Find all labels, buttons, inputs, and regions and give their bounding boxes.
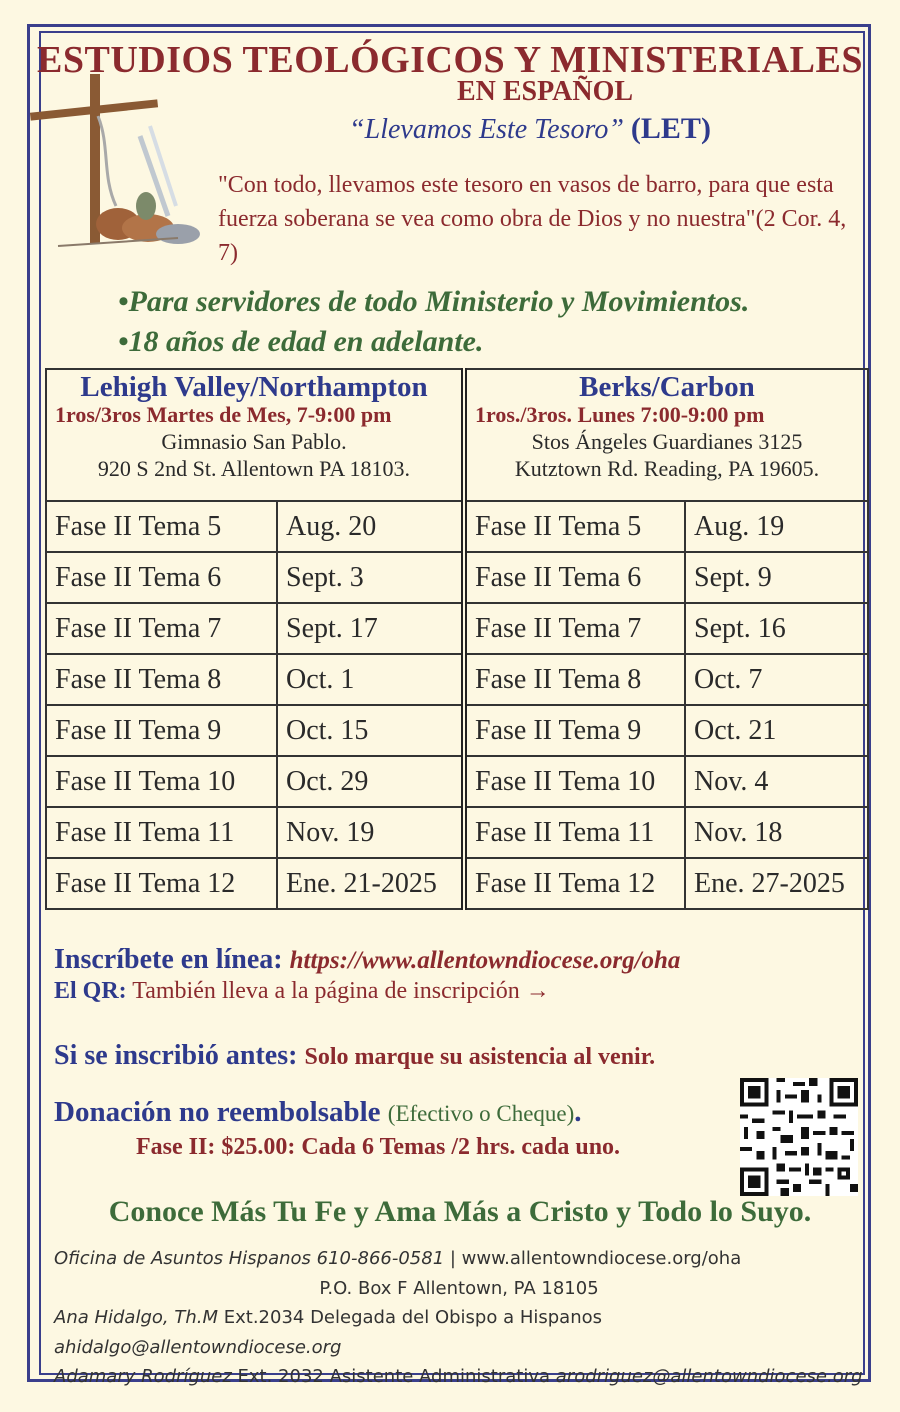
location-schedule: 1ros/3ros Martes de Mes, 7-9:00 pm xyxy=(55,402,392,427)
date-cell: Oct. 7 xyxy=(685,654,868,705)
registration-link[interactable]: https://www.allentowndiocese.org/oha xyxy=(289,947,681,974)
page-subtitle: EN ESPAÑOL xyxy=(456,76,634,107)
donation-method: (Efectivo o Cheque) xyxy=(387,1101,575,1126)
topic-cell: Fase II Tema 9 xyxy=(46,705,277,756)
table-row xyxy=(46,603,868,654)
topic-cell: Fase II Tema 11 xyxy=(464,807,685,858)
location-address: 920 S 2nd St. Allentown PA 18103. xyxy=(97,456,411,481)
location-header xyxy=(464,369,868,501)
contact-email[interactable]: ahidalgo@allentowndiocese.org xyxy=(54,1336,342,1358)
topic-cell: Fase II Tema 8 xyxy=(464,654,685,705)
date-cell: Sept. 17 xyxy=(277,603,464,654)
location-schedule: 1ros./3ros. Lunes 7:00-9:00 pm xyxy=(475,402,765,427)
topic-cell: Fase II Tema 5 xyxy=(46,501,277,552)
office-info: Oficina de Asuntos Hispanos 610-866-0581 xyxy=(54,1248,445,1269)
table-row xyxy=(46,552,868,603)
table-row xyxy=(46,705,868,756)
page-title: ESTUDIOS TEOLÓGICOS Y MINISTERIALES xyxy=(37,39,863,81)
bullet-list xyxy=(118,282,878,362)
topic-cell: Fase II Tema 6 xyxy=(46,552,277,603)
date-cell: Ene. 27-2025 xyxy=(685,858,868,909)
location-address: Stos Ángeles Guardianes 3125 xyxy=(531,429,803,454)
bullet-item: •18 años de edad en adelante. xyxy=(118,325,484,358)
topic-cell: Fase II Tema 12 xyxy=(464,858,685,909)
registration-section xyxy=(54,944,874,1005)
registration-label: Inscríbete en línea: xyxy=(54,944,290,975)
date-cell: Nov. 18 xyxy=(685,807,868,858)
footer xyxy=(54,1244,864,1392)
topic-cell: Fase II Tema 7 xyxy=(46,603,277,654)
location-header-row xyxy=(46,369,868,501)
contact-email[interactable]: arodriguez@allentowndiocese.org xyxy=(555,1366,863,1387)
motto-open: “ xyxy=(349,114,365,145)
qr-label: El QR: xyxy=(54,978,127,1004)
date-cell: Oct. 15 xyxy=(277,705,464,756)
donation-period: . xyxy=(574,1096,582,1128)
topic-cell: Fase II Tema 9 xyxy=(464,705,685,756)
contact-name: Adamary Rodríguez xyxy=(54,1366,232,1387)
contact-role: Ext. 2032 Asistente Administrativa xyxy=(231,1366,556,1387)
date-cell: Ene. 21-2025 xyxy=(277,858,464,909)
contact-role: Ext.2034 Delegada del Obispo a Hispanos xyxy=(218,1307,602,1328)
date-cell: Sept. 9 xyxy=(685,552,868,603)
qr-note: También lleva a la página de inscripción → xyxy=(126,978,550,1004)
motto-close: ” xyxy=(608,114,631,145)
location-header xyxy=(46,369,464,501)
qr-code-icon[interactable] xyxy=(740,1078,858,1196)
previous-registration xyxy=(54,1040,655,1072)
location-address: Gimnasio San Pablo. xyxy=(161,429,347,454)
topic-cell: Fase II Tema 11 xyxy=(46,807,277,858)
date-cell: Sept. 3 xyxy=(277,552,464,603)
date-cell: Nov. 19 xyxy=(277,807,464,858)
fee-line: Fase II: $25.00: Cada 6 Temas /2 hrs. cada uno. xyxy=(136,1134,621,1160)
topic-cell: Fase II Tema 5 xyxy=(464,501,685,552)
previous-text: Solo marque su asistencia al venir. xyxy=(304,1044,656,1070)
donation-label: Donación no reembolsable xyxy=(54,1096,388,1128)
topic-cell: Fase II Tema 10 xyxy=(46,756,277,807)
date-cell: Oct. 29 xyxy=(277,756,464,807)
po-box: P.O. Box F Allentown, PA 18105 xyxy=(319,1277,599,1299)
table-row xyxy=(46,756,868,807)
date-cell: Aug. 19 xyxy=(685,501,868,552)
motto-italic: Llevamos Este Tesoro xyxy=(364,114,609,145)
topic-cell: Fase II Tema 7 xyxy=(464,603,685,654)
date-cell: Sept. 16 xyxy=(685,603,868,654)
table-row xyxy=(46,858,868,909)
date-cell: Oct. 21 xyxy=(685,705,868,756)
topic-cell: Fase II Tema 10 xyxy=(464,756,685,807)
table-row xyxy=(46,807,868,858)
schedule-table xyxy=(45,368,869,910)
date-cell: Nov. 4 xyxy=(685,756,868,807)
location-address: Kutztown Rd. Reading, PA 19605. xyxy=(514,456,820,481)
slogan: Conoce Más Tu Fe y Ama Más a Cristo y Todo lo Suyo. xyxy=(108,1195,812,1228)
cross-with-clay-pots-logo xyxy=(28,66,208,256)
date-cell: Aug. 20 xyxy=(277,501,464,552)
table-row xyxy=(46,654,868,705)
table-row xyxy=(46,501,868,552)
location-name: Berks/Carbon xyxy=(579,371,755,403)
date-cell: Oct. 1 xyxy=(277,654,464,705)
contact-name: Ana Hidalgo, Th.M xyxy=(54,1307,219,1328)
previous-label: Si se inscribió antes: xyxy=(54,1040,305,1071)
topic-cell: Fase II Tema 12 xyxy=(46,858,277,909)
bullet-item: •Para servidores de todo Ministerio y Movimientos. xyxy=(118,285,750,318)
donation-line xyxy=(54,1096,582,1129)
motto-acronym: (LET) xyxy=(630,112,711,145)
topic-cell: Fase II Tema 6 xyxy=(464,552,685,603)
website-link[interactable]: | www.allentowndiocese.org/oha xyxy=(444,1248,742,1269)
motto xyxy=(300,112,760,146)
topic-cell: Fase II Tema 8 xyxy=(46,654,277,705)
bible-quote: "Con todo, llevamos este tesoro en vasos de barro, para que esta fuerza soberana se vea como obra de Dios y no nuestra"(2 Cor. 4, 7) xyxy=(218,172,847,266)
location-name: Lehigh Valley/Northampton xyxy=(80,371,428,403)
